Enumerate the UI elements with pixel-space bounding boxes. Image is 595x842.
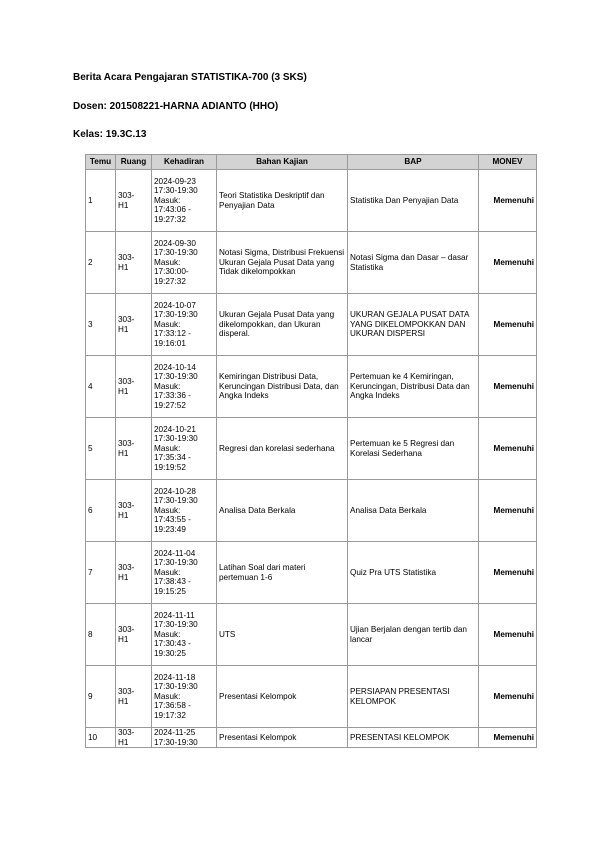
column-header-kehadiran: Kehadiran xyxy=(152,155,217,170)
table-body xyxy=(86,170,537,748)
table-row xyxy=(86,542,537,604)
cell-ruang: 303- H1 xyxy=(116,542,152,604)
cell-kehadiran: 2024-10-28 17:30-19:30 Masuk: 17:43:55 - 19:23:49 xyxy=(152,480,217,542)
document-title: Berita Acara Pengajaran STATISTIKA-700 (3 SKS) xyxy=(73,72,307,83)
cell-bahan-kajian: Presentasi Kelompok xyxy=(217,728,348,748)
cell-bahan-kajian: Teori Statistika Deskriptif dan Penyajian Data xyxy=(217,170,348,232)
cell-bahan-kajian: Regresi dan korelasi sederhana xyxy=(217,418,348,480)
cell-bahan-kajian: Latihan Soal dari materi pertemuan 1-6 xyxy=(217,542,348,604)
cell-bahan-kajian: UTS xyxy=(217,604,348,666)
table-row xyxy=(86,232,537,294)
cell-bap: PERSIAPAN PRESENTASI KELOMPOK xyxy=(348,666,479,728)
cell-kehadiran: 2024-11-11 17:30-19:30 Masuk: 17:30:43 - 19:30:25 xyxy=(152,604,217,666)
cell-monev: Memenuhi xyxy=(479,418,537,480)
cell-bahan-kajian: Ukuran Gejala Pusat Data yang dikelompokkan, dan Ukuran disperal. xyxy=(217,294,348,356)
cell-bap: Analisa Data Berkala xyxy=(348,480,479,542)
cell-temu: 2 xyxy=(86,232,116,294)
column-header-bahan-kajian: Bahan Kajian xyxy=(217,155,348,170)
cell-monev: Memenuhi xyxy=(479,604,537,666)
cell-monev: Memenuhi xyxy=(479,480,537,542)
cell-kehadiran: 2024-10-14 17:30-19:30 Masuk: 17:33:36 - 19:27:52 xyxy=(152,356,217,418)
cell-bahan-kajian: Notasi Sigma, Distribusi Frekuensi Ukuran Gejala Pusat Data yang Tidak dikelompokkan xyxy=(217,232,348,294)
table-header-row xyxy=(86,155,537,170)
table-row xyxy=(86,480,537,542)
cell-temu: 10 xyxy=(86,728,116,748)
column-header-ruang: Ruang xyxy=(116,155,152,170)
cell-bahan-kajian: Presentasi Kelompok xyxy=(217,666,348,728)
cell-temu: 6 xyxy=(86,480,116,542)
cell-monev: Memenuhi xyxy=(479,170,537,232)
cell-kehadiran: 2024-09-23 17:30-19:30 Masuk: 17:43:06 - 19:27:32 xyxy=(152,170,217,232)
cell-bap: Statistika Dan Penyajian Data xyxy=(348,170,479,232)
cell-bap: Quiz Pra UTS Statistika xyxy=(348,542,479,604)
table-row xyxy=(86,170,537,232)
cell-monev: Memenuhi xyxy=(479,294,537,356)
lecturer-line: Dosen: 201508221-HARNA ADIANTO (HHO) xyxy=(73,101,279,112)
cell-bahan-kajian: Analisa Data Berkala xyxy=(217,480,348,542)
cell-bahan-kajian: Kemiringan Distribusi Data, Keruncingan Distribusi Data, dan Angka Indeks xyxy=(217,356,348,418)
cell-ruang: 303- H1 xyxy=(116,728,152,748)
cell-bap: Ujian Berjalan dengan tertib dan lancar xyxy=(348,604,479,666)
cell-temu: 1 xyxy=(86,170,116,232)
cell-kehadiran: 2024-10-21 17:30-19:30 Masuk: 17:35:34 - 19:19:52 xyxy=(152,418,217,480)
cell-monev: Memenuhi xyxy=(479,666,537,728)
cell-ruang: 303- H1 xyxy=(116,666,152,728)
cell-ruang: 303- H1 xyxy=(116,480,152,542)
cell-monev: Memenuhi xyxy=(479,542,537,604)
column-header-bap: BAP xyxy=(348,155,479,170)
cell-kehadiran: 2024-09-30 17:30-19:30 Masuk: 17:30:00- 19:27:32 xyxy=(152,232,217,294)
cell-kehadiran: 2024-10-07 17:30-19:30 Masuk: 17:33:12 - 19:16:01 xyxy=(152,294,217,356)
cell-bap: Notasi Sigma dan Dasar – dasar Statistika xyxy=(348,232,479,294)
cell-temu: 3 xyxy=(86,294,116,356)
cell-temu: 7 xyxy=(86,542,116,604)
table-row xyxy=(86,728,537,748)
table-row xyxy=(86,294,537,356)
cell-bap: PRESENTASI KELOMPOK xyxy=(348,728,479,748)
table-row xyxy=(86,356,537,418)
column-header-temu: Temu xyxy=(86,155,116,170)
cell-kehadiran: 2024-11-25 17:30-19:30 xyxy=(152,728,217,748)
cell-monev: Memenuhi xyxy=(479,232,537,294)
table-row xyxy=(86,604,537,666)
cell-monev: Memenuhi xyxy=(479,356,537,418)
cell-bap: Pertemuan ke 5 Regresi dan Korelasi Sederhana xyxy=(348,418,479,480)
table-row xyxy=(86,666,537,728)
cell-ruang: 303- H1 xyxy=(116,418,152,480)
cell-ruang: 303- H1 xyxy=(116,170,152,232)
cell-ruang: 303- H1 xyxy=(116,294,152,356)
cell-bap: Pertemuan ke 4 Kemiringan, Keruncingan, Distribusi Data dan Angka Indeks xyxy=(348,356,479,418)
cell-kehadiran: 2024-11-04 17:30-19:30 Masuk: 17:38:43 - 19:15:25 xyxy=(152,542,217,604)
cell-temu: 5 xyxy=(86,418,116,480)
cell-temu: 9 xyxy=(86,666,116,728)
cell-bap: UKURAN GEJALA PUSAT DATA YANG DIKELOMPOKKAN DAN UKURAN DISPERSI xyxy=(348,294,479,356)
table-row xyxy=(86,418,537,480)
class-line: Kelas: 19.3C.13 xyxy=(73,129,147,140)
cell-kehadiran: 2024-11-18 17:30-19:30 Masuk: 17:36:58 - 19:17:32 xyxy=(152,666,217,728)
cell-ruang: 303- H1 xyxy=(116,604,152,666)
attendance-table xyxy=(85,154,537,748)
cell-ruang: 303- H1 xyxy=(116,356,152,418)
column-header-monev: MONEV xyxy=(479,155,537,170)
cell-temu: 4 xyxy=(86,356,116,418)
cell-monev: Memenuhi xyxy=(479,728,537,748)
cell-ruang: 303- H1 xyxy=(116,232,152,294)
cell-temu: 8 xyxy=(86,604,116,666)
